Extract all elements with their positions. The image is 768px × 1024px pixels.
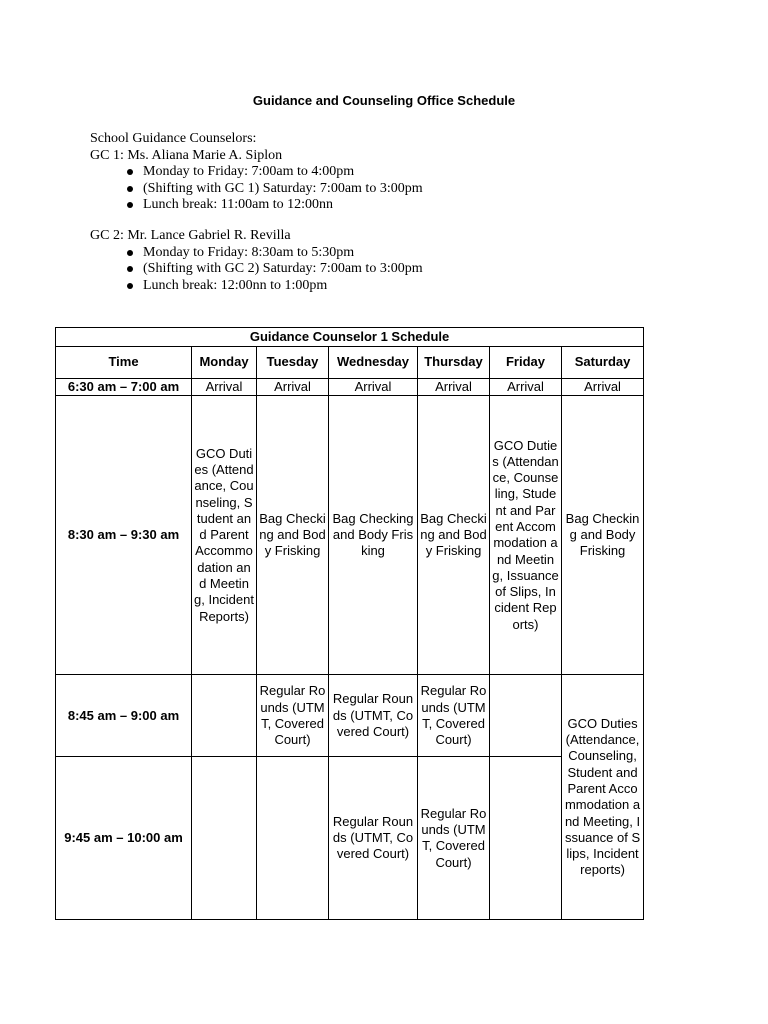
schedule-cell: Regular Rounds (UTMT, Covered Court) xyxy=(257,675,329,757)
gc1-name: GC 1: Ms. Aliana Marie A. Siplon xyxy=(90,147,283,163)
schedule-cell: Arrival xyxy=(329,379,418,396)
list-item: (Shifting with GC 2) Saturday: 7:00am to 3:00pm xyxy=(143,261,423,276)
list-item: Monday to Friday: 8:30am to 5:30pm xyxy=(143,245,423,262)
list-item: (Shifting with GC 1) Saturday: 7:00am to 3:00pm xyxy=(143,180,423,196)
schedule-cell xyxy=(192,675,257,757)
table-caption: Guidance Counselor 1 Schedule xyxy=(56,328,644,347)
schedule-cell: GCO Duties (Attendance, Counseling, Student and Parent Accommodation and Meeting, Incident Reports) xyxy=(192,396,257,675)
header-monday: Monday xyxy=(192,347,257,379)
time-cell: 8:30 am – 9:30 am xyxy=(56,396,192,675)
time-cell: 8:45 am – 9:00 am xyxy=(56,675,192,757)
schedule-cell: Regular Rounds (UTMT, Covered Court) xyxy=(418,675,490,757)
table-row xyxy=(56,757,644,920)
schedule-cell: Bag Checking and Body Frisking xyxy=(562,396,644,675)
table-row xyxy=(56,379,644,396)
gc2-name: GC 2: Mr. Lance Gabriel R. Revilla xyxy=(90,228,291,243)
schedule-cell xyxy=(257,757,329,920)
schedule-cell xyxy=(192,757,257,920)
gc1-list xyxy=(90,164,423,214)
header-wednesday: Wednesday xyxy=(329,347,418,379)
list-item: Monday to Friday: 7:00am to 4:00pm xyxy=(143,164,423,181)
schedule-cell: Bag Checking and Body Frisking xyxy=(418,396,490,675)
schedule-cell xyxy=(490,675,562,757)
table-row xyxy=(56,675,644,757)
schedule-cell: Regular Rounds (UTMT, Covered Court) xyxy=(329,757,418,920)
gc2-section xyxy=(90,228,423,294)
gc2-list xyxy=(90,245,423,295)
gc1-section xyxy=(90,131,423,214)
header-time: Time xyxy=(56,347,192,379)
header-saturday: Saturday xyxy=(562,347,644,379)
schedule-cell: Arrival xyxy=(490,379,562,396)
schedule-table xyxy=(55,327,644,920)
header-tuesday: Tuesday xyxy=(257,347,329,379)
schedule-cell: Bag Checking and Body Frisking xyxy=(329,396,418,675)
schedule-cell xyxy=(490,757,562,920)
time-cell: 6:30 am – 7:00 am xyxy=(56,379,192,396)
schedule-cell: GCO Duties (Attendance, Counseling, Student and Parent Accommodation and Meeting, Issuance of Slips, Incident Reports) xyxy=(490,396,562,675)
table-row xyxy=(56,396,644,675)
schedule-cell: Arrival xyxy=(562,379,644,396)
document-title: Guidance and Counseling Office Schedule xyxy=(252,93,516,108)
list-item: Lunch break: 11:00am to 12:00nn xyxy=(143,197,423,214)
schedule-cell: Arrival xyxy=(257,379,329,396)
schedule-cell: Bag Checking and Body Frisking xyxy=(257,396,329,675)
time-cell: 9:45 am – 10:00 am xyxy=(56,757,192,920)
schedule-cell: Arrival xyxy=(192,379,257,396)
header-thursday: Thursday xyxy=(418,347,490,379)
header-friday: Friday xyxy=(490,347,562,379)
schedule-cell: Regular Rounds (UTMT, Covered Court) xyxy=(329,675,418,757)
list-item: Lunch break: 12:00nn to 1:00pm xyxy=(143,278,423,295)
table-caption-row xyxy=(56,328,644,347)
schedule-cell: Regular Rounds (UTMT, Covered Court) xyxy=(418,757,490,920)
counselors-heading: School Guidance Counselors: xyxy=(90,131,257,146)
schedule-cell: GCO Duties (Attendance, Counseling, Student and Parent Accommodation and Meeting, Issuance of Slips, Incident reports) xyxy=(562,675,644,920)
table-header-row xyxy=(56,347,644,379)
schedule-cell: Arrival xyxy=(418,379,490,396)
